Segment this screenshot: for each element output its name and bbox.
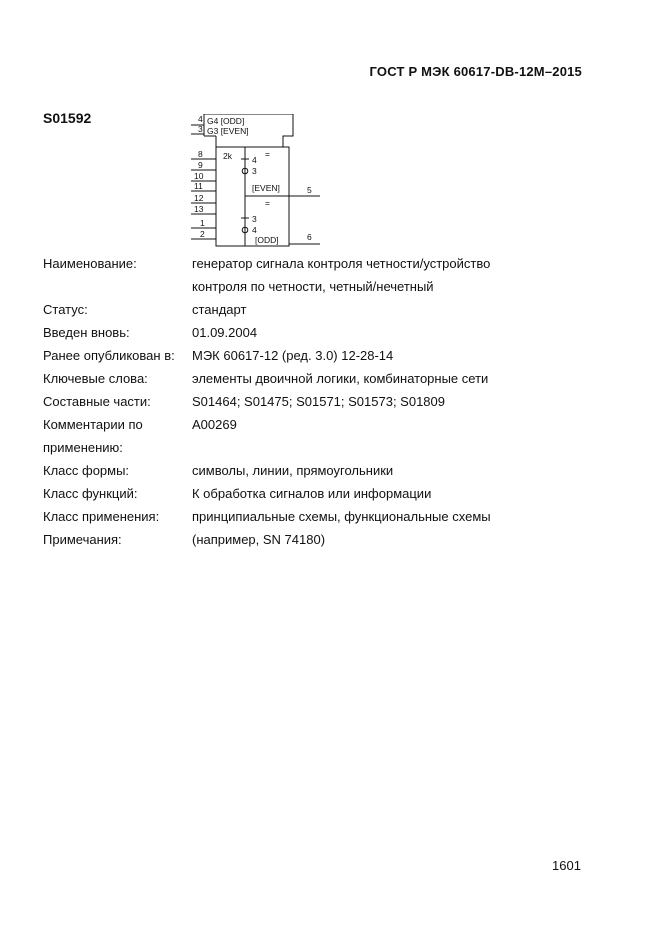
upper-pin-label: 4 xyxy=(252,155,257,165)
pin-label: 1 xyxy=(200,218,205,228)
equal-sign: = xyxy=(265,149,270,159)
field-label xyxy=(43,275,192,298)
field-value: 01.09.2004 xyxy=(192,325,258,340)
field-label: Статус: xyxy=(43,302,88,317)
field-value: символы, линии, прямоугольники xyxy=(192,463,394,478)
field-row xyxy=(43,528,603,551)
properties-list xyxy=(43,252,603,551)
control-label-even: G3 [EVEN] xyxy=(207,126,249,136)
pin-label: 10 xyxy=(194,171,204,181)
field-label: Ключевые слова: xyxy=(43,371,148,386)
field-row xyxy=(43,367,603,390)
field-row xyxy=(43,459,603,482)
symbol-code: S01592 xyxy=(43,110,92,126)
pin-label: 2 xyxy=(200,229,205,239)
page-number: 1601 xyxy=(552,858,581,873)
field-label: Класс функций: xyxy=(43,486,138,501)
field-value: стандарт xyxy=(192,302,247,317)
output-even-label: [EVEN] xyxy=(252,183,280,193)
field-value: К обработка сигналов или информации xyxy=(192,486,432,501)
pin-label: 9 xyxy=(198,160,203,170)
lower-pin-label: 3 xyxy=(252,214,257,224)
parity-generator-symbol xyxy=(188,114,328,248)
pin-label: 3 xyxy=(198,124,203,134)
pin-label: 8 xyxy=(198,149,203,159)
pin-label: 13 xyxy=(194,204,204,214)
field-value: принципиальные схемы, функциональные схемы xyxy=(192,509,491,524)
pin-label: 5 xyxy=(307,185,312,195)
field-row xyxy=(43,298,603,321)
field-row xyxy=(43,505,603,528)
negated-equal-sign: = xyxy=(265,198,270,208)
pin-label: 6 xyxy=(307,232,312,242)
output-odd-label: [ODD] xyxy=(255,235,279,245)
field-value: МЭК 60617-12 (ред. 3.0) 12-28-14 xyxy=(192,348,394,363)
pin-label: 4 xyxy=(198,114,203,124)
document-header: ГОСТ Р МЭК 60617-DB-12M–2015 xyxy=(369,64,582,79)
field-row xyxy=(43,413,603,436)
field-label: Составные части: xyxy=(43,394,151,409)
field-label: применению: xyxy=(43,440,123,455)
field-label: Введен вновь: xyxy=(43,325,130,340)
field-label: Наименование: xyxy=(43,256,137,271)
field-label: Примечания: xyxy=(43,532,122,547)
field-value: A00269 xyxy=(192,417,237,432)
upper-pin-label: 3 xyxy=(252,166,257,176)
field-value: элементы двоичной логики, комбинаторные сети xyxy=(192,371,489,386)
field-row xyxy=(43,344,603,367)
field-row xyxy=(43,252,603,275)
field-row xyxy=(43,275,603,298)
field-row xyxy=(43,436,603,459)
field-label: Ранее опубликован в: xyxy=(43,348,175,363)
lower-pin-label: 4 xyxy=(252,225,257,235)
field-row xyxy=(43,321,603,344)
control-label-odd: G4 [ODD] xyxy=(207,116,245,126)
field-value: (например, SN 74180) xyxy=(192,532,326,547)
field-row xyxy=(43,482,603,505)
field-label: Класс формы: xyxy=(43,463,130,478)
field-label: Класс применения: xyxy=(43,509,160,524)
field-value: S01464; S01475; S01571; S01573; S01809 xyxy=(192,394,445,409)
field-value: контроля по четности, четный/нечетный xyxy=(192,279,434,294)
pin-label: 11 xyxy=(194,181,203,191)
field-label: Комментарии по xyxy=(43,417,143,432)
field-value: генератор сигнала контроля четности/устройство xyxy=(192,256,491,271)
pin-label: 12 xyxy=(194,193,204,203)
qualifier-label: 2k xyxy=(223,151,232,161)
field-value xyxy=(192,436,603,459)
field-row xyxy=(43,390,603,413)
